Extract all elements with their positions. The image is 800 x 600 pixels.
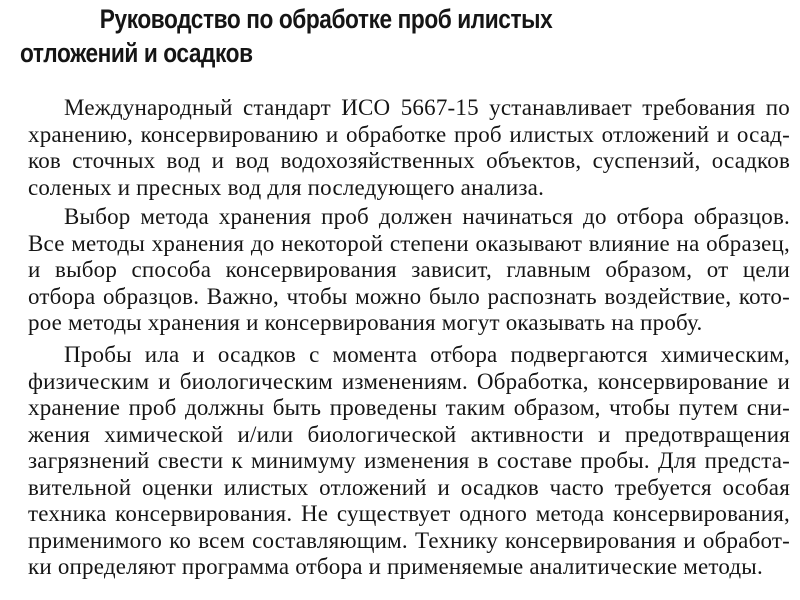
text-line: ков сточных вод и вод водохозяйственных объектов, суспензий, осадков — [28, 148, 790, 173]
paragraph — [28, 342, 790, 581]
text-line: соленых и пресных вод для последующего анализа. — [28, 174, 545, 200]
text-line: вительной оценки илистых отложений и осадков часто требуется особая — [28, 474, 790, 500]
text-line: отбора образцов. Важно, чтобы можно было распознать воздействие, кото- — [28, 283, 790, 309]
title-line: отложений и осадков — [20, 38, 253, 68]
text-line: хранение проб должны быть проведены таким образом, чтобы путем сни- — [28, 395, 790, 420]
paragraph-scope — [28, 95, 790, 201]
paragraph-storage — [28, 204, 790, 337]
paragraph — [28, 204, 790, 337]
text-line: Все методы хранения до некоторой степени оказывают влияние на образец, — [28, 230, 790, 256]
text-line: хранению, консервированию и обработке проб илистых отложений и осад- — [28, 121, 790, 147]
text-line: Международный стандарт ИСО 5667-15 устанавливает требования по — [64, 95, 790, 120]
text-line: рое методы хранения и консервирования могут оказывать на пробу. — [28, 310, 703, 335]
title-line: Руководство по обработке проб илистых — [99, 4, 553, 34]
text-line: жения химической и/или биологической активности и предотвращения — [28, 421, 790, 447]
text-line: физическим и биологическим изменениям. Обработка, консервирование и — [28, 368, 790, 394]
document-title — [20, 2, 658, 70]
paragraph — [28, 95, 790, 201]
text-line: и выбор способа консервирования зависит, главным образом, от цели — [28, 257, 790, 282]
text-line: загрязнений свести к минимуму изменения в составе пробы. Для предста- — [28, 448, 790, 473]
text-line: ки определяют программа отбора и применяемые аналитические методы. — [28, 554, 763, 579]
text-line: Выбор метода хранения проб должен начинаться до отбора образцов. — [64, 204, 790, 229]
paragraph-changes — [28, 342, 790, 581]
text-line: применимого ко всем составляющим. Технику консервирования и обработ- — [28, 527, 790, 553]
text-line: Пробы ила и осадков с момента отбора подвергаются химическим, — [64, 342, 790, 367]
text-line: техника консервирования. Не существует одного метода консервирования, — [28, 501, 790, 526]
